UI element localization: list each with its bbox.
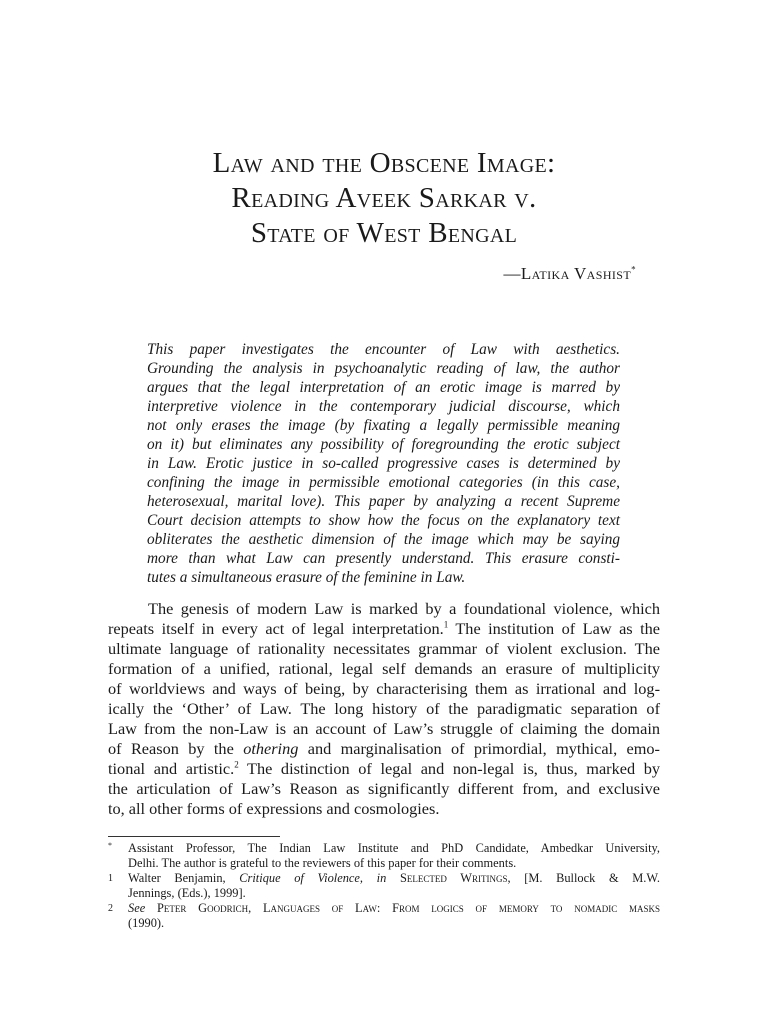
abstract-line: interpretive violence in the contemporary judicial discourse, which xyxy=(147,398,620,415)
abstract-line: on it) but eliminates any possibility of foregrounding the erotic subject xyxy=(147,436,620,453)
footnotes xyxy=(108,841,660,931)
body-line: Law from the non-Law is an account of Law’s struggle of claiming the domain xyxy=(108,719,660,738)
body-line: the articulation of Law’s Reason as significantly different from, and exclusive xyxy=(108,779,660,798)
body-line: ically the ‘Other’ of Law. The long history of the paradigmatic separation of xyxy=(108,699,660,718)
author-name: —Latika Vashist xyxy=(503,264,632,283)
footnote-line: See Peter Goodrich, Languages of Law: From logics of memory to nomadic masks xyxy=(128,901,660,915)
abstract-line: tutes a simultaneous erasure of the feminine in Law. xyxy=(147,569,466,586)
body-paragraph xyxy=(108,599,660,819)
abstract-line: Court decision attempts to show how the focus on the explanatory text xyxy=(147,512,620,529)
abstract-line: This paper investigates the encounter of Law with aesthetics. xyxy=(147,341,620,358)
paper-title xyxy=(0,146,768,251)
body-line: of worldviews and ways of being, by characterising them as irrational and log- xyxy=(108,679,660,698)
footnote-2 xyxy=(108,901,660,931)
footnote-mark: * xyxy=(108,841,112,850)
body-line: The genesis of modern Law is marked by a foundational violence, which xyxy=(148,599,660,618)
body-line: formation of a unified, rational, legal self demands an erasure of multiplicity xyxy=(108,659,660,678)
footnote-mark: 2 xyxy=(108,903,113,914)
footnote-line: Delhi. The author is grateful to the reviewers of this paper for their comments. xyxy=(128,856,517,870)
title-line-3: State of West Bengal xyxy=(250,217,518,249)
abstract-line: heterosexual, marital love). This paper by analyzing a recent Supreme xyxy=(147,493,620,510)
abstract-line: in Law. Erotic justice in so-called progressive cases is determined by xyxy=(147,455,620,472)
footnote-ref-1[interactable]: 1 xyxy=(443,619,449,630)
footnote-star xyxy=(108,841,660,871)
abstract xyxy=(147,340,620,587)
footnote-line: Assistant Professor, The Indian Law Institute and PhD Candidate, Ambedkar University, xyxy=(128,841,660,855)
author-byline xyxy=(503,264,636,284)
body-line: to, all other forms of expressions and cosmologies. xyxy=(108,799,440,818)
body-line: tional and artistic.$^2$ The distinction of legal and non-legal is, thus, marked by xyxy=(108,759,660,778)
footnote-mark: 1 xyxy=(108,873,113,884)
abstract-line: argues that the legal interpretation of an erotic image is marred by xyxy=(147,379,620,396)
body-line: repeats itself in every act of legal interpretation.$^1$ The institution of Law as the xyxy=(108,619,660,638)
emphasis-othering: othering xyxy=(243,739,299,758)
footnote-line: (1990). xyxy=(128,916,165,930)
abstract-line: Grounding the analysis in psychoanalytic reading of law, the author xyxy=(147,360,620,377)
abstract-line: obliterates the aesthetic dimension of the image which may be saying xyxy=(147,531,620,548)
footnote-ref-2[interactable]: 2 xyxy=(234,759,239,770)
footnote-line: Walter Benjamin, Critique of Violence, in Selected Writings, [M. Bullock & M.W. xyxy=(128,871,661,885)
footnote-line: Jennings, (Eds.), 1999]. xyxy=(128,886,246,900)
abstract-line: not only erases the image (by fixating a legally permissible meaning xyxy=(147,417,620,434)
abstract-line: confining the image in permissible emotional categories (in this case, xyxy=(147,474,620,491)
title-line-1: Law and the Obscene Image: xyxy=(212,147,556,179)
footnote-divider xyxy=(108,836,280,837)
body-line: ultimate language of rationality necessitates grammar of violent exclusion. The xyxy=(108,639,660,658)
abstract-line: more than what Law can presently understand. This erasure consti- xyxy=(147,550,620,567)
author-footnote-mark: * xyxy=(631,264,636,275)
title-line-2: Reading Aveek Sarkar v. xyxy=(231,182,537,214)
footnote-1 xyxy=(108,871,660,901)
body-line: of Reason by the othering and marginalisation of primordial, mythical, emo- xyxy=(108,739,660,758)
